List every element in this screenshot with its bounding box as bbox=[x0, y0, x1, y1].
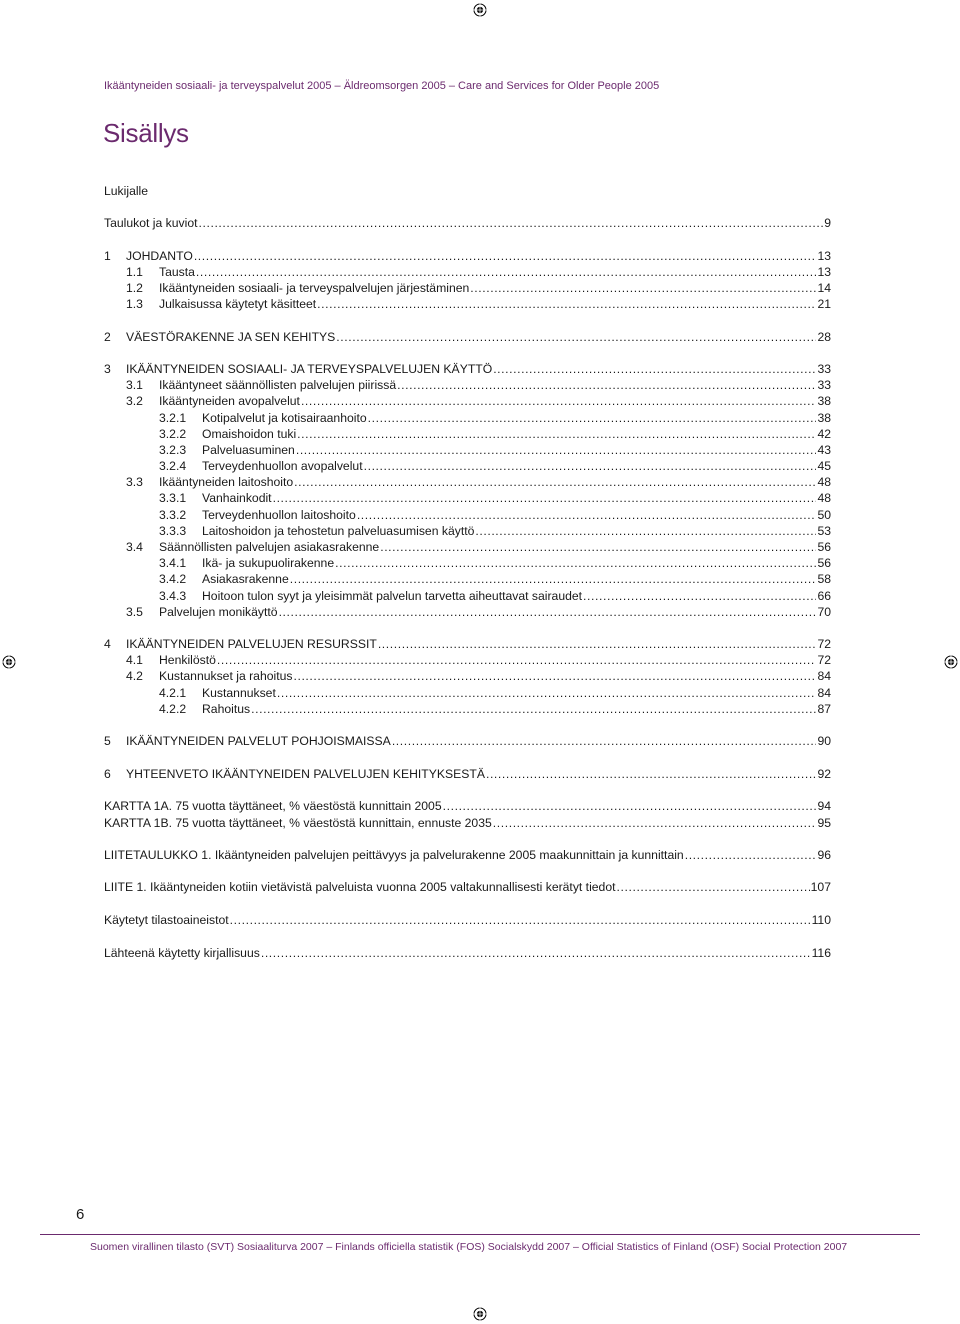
toc-entry-page: 45 bbox=[817, 459, 831, 473]
toc-entry-number: 3.4.1 bbox=[159, 556, 187, 570]
toc-entry-label: Kustannukset ja rahoitus bbox=[159, 669, 293, 683]
toc-leader-dots bbox=[251, 702, 816, 716]
toc-entry-number: 4 bbox=[104, 637, 111, 651]
toc-entry-label: Kustannukset bbox=[202, 686, 276, 700]
toc-entry[interactable] bbox=[104, 880, 831, 896]
toc-entry[interactable] bbox=[104, 556, 831, 572]
toc-entry-page: 13 bbox=[817, 265, 831, 279]
toc-entry[interactable] bbox=[104, 946, 831, 962]
toc-leader-dots bbox=[294, 475, 816, 489]
toc-entry[interactable] bbox=[104, 540, 831, 556]
toc-entry-label: Käytetyt tilastoaineistot bbox=[104, 913, 229, 927]
toc-entry-page: 84 bbox=[817, 669, 831, 683]
toc-entry-label: Taulukot ja kuviot bbox=[104, 216, 198, 230]
toc-entry-page: 21 bbox=[817, 297, 831, 311]
toc-entry[interactable] bbox=[104, 605, 831, 621]
toc-entry-label: Palvelujen monikäyttö bbox=[159, 605, 278, 619]
toc-entry-label: KARTTA 1A. 75 vuotta täyttäneet, % väestöstä kunnittain 2005 bbox=[104, 799, 442, 813]
toc-entry-page: 116 bbox=[811, 946, 831, 960]
toc-entry-page: 14 bbox=[817, 281, 831, 295]
toc-entry[interactable] bbox=[104, 427, 831, 443]
toc-entry-page: 110 bbox=[811, 913, 831, 927]
toc-leader-dots bbox=[475, 524, 816, 538]
toc-entry-number: 1 bbox=[104, 249, 111, 263]
toc-entry-page: 56 bbox=[817, 556, 831, 570]
toc-entry-page: 48 bbox=[817, 475, 831, 489]
toc-entry[interactable] bbox=[104, 816, 831, 832]
toc-entry-label: KARTTA 1B. 75 vuotta täyttäneet, % väestöstä kunnittain, ennuste 2035 bbox=[104, 816, 492, 830]
toc-entry-label: Lähteenä käytetty kirjallisuus bbox=[104, 946, 260, 960]
toc-entry-number: 4.1 bbox=[126, 653, 143, 667]
toc-entry-label: Kotipalvelut ja kotisairaanhoito bbox=[202, 411, 367, 425]
toc-leader-dots bbox=[493, 816, 817, 830]
toc-entry-page: 38 bbox=[817, 411, 831, 425]
toc-leader-dots bbox=[486, 767, 816, 781]
toc-entry-number: 3.2.1 bbox=[159, 411, 187, 425]
toc-entry[interactable] bbox=[104, 702, 831, 718]
toc-entry-number: 1.3 bbox=[126, 297, 143, 311]
footer-rule bbox=[40, 1234, 920, 1235]
toc-entry-page: 87 bbox=[817, 702, 831, 716]
toc-entry[interactable] bbox=[104, 686, 831, 702]
toc-entry-label: IKÄÄNTYNEIDEN SOSIAALI- JA TERVEYSPALVELUJEN KÄYTTÖ bbox=[126, 362, 493, 376]
toc-leader-dots bbox=[199, 216, 824, 230]
toc-entry-label: Palveluasuminen bbox=[202, 443, 295, 457]
toc-entry[interactable] bbox=[104, 913, 831, 929]
toc-leader-dots bbox=[297, 427, 816, 441]
toc-entry-number: 3.1 bbox=[126, 378, 143, 392]
toc-entry-label: YHTEENVETO IKÄÄNTYNEIDEN PALVELUJEN KEHITYKSESTÄ bbox=[126, 767, 485, 781]
registration-mark-icon bbox=[944, 655, 958, 669]
toc-entry-number: 3.3.1 bbox=[159, 491, 187, 505]
toc-entry[interactable] bbox=[104, 475, 831, 491]
toc-entry[interactable] bbox=[104, 669, 831, 685]
toc-entry-label: Henkilöstö bbox=[159, 653, 216, 667]
toc-leader-dots bbox=[357, 508, 817, 522]
toc-entry-page: 33 bbox=[817, 378, 831, 392]
toc-leader-dots bbox=[301, 394, 817, 408]
toc-entry[interactable] bbox=[104, 184, 831, 200]
toc-entry-label: IKÄÄNTYNEIDEN PALVELUT POHJOISMAISSA bbox=[126, 734, 391, 748]
toc-leader-dots bbox=[378, 637, 817, 651]
toc-entry[interactable] bbox=[104, 734, 831, 750]
toc-entry-page: 70 bbox=[817, 605, 831, 619]
toc-entry-label: Säännöllisten palvelujen asiakasrakenne bbox=[159, 540, 380, 554]
toc-leader-dots bbox=[196, 265, 817, 279]
toc-entry-label: IKÄÄNTYNEIDEN PALVELUJEN RESURSSIT bbox=[126, 637, 377, 651]
toc-entry-number: 3.4.2 bbox=[159, 572, 187, 586]
toc-entry-page: 42 bbox=[817, 427, 831, 441]
toc-entry-label: Rahoitus bbox=[202, 702, 251, 716]
toc-entry-page: 96 bbox=[817, 848, 831, 862]
toc-entry-label: JOHDANTO bbox=[126, 249, 193, 263]
toc-entry-page: 33 bbox=[817, 362, 831, 376]
toc-entry[interactable] bbox=[104, 411, 831, 427]
toc-entry-number: 3.3.3 bbox=[159, 524, 187, 538]
toc-leader-dots bbox=[317, 297, 816, 311]
toc-entry-number: 1.1 bbox=[126, 265, 143, 279]
toc-entry-number: 3.2.4 bbox=[159, 459, 187, 473]
page-number: 6 bbox=[76, 1206, 85, 1223]
toc-leader-dots bbox=[273, 491, 817, 505]
toc-leader-dots bbox=[392, 734, 817, 748]
running-header: Ikääntyneiden sosiaali- ja terveyspalvelut 2005 – Äldreomsorgen 2005 – Care and Services for Older People 2005 bbox=[104, 80, 660, 92]
toc-leader-dots bbox=[443, 799, 817, 813]
toc-entry-page: 53 bbox=[817, 524, 831, 538]
toc-entry[interactable] bbox=[104, 394, 831, 410]
toc-entry-label: Vanhainkodit bbox=[202, 491, 272, 505]
toc-leader-dots bbox=[279, 605, 817, 619]
toc-entry-label: Terveydenhuollon laitoshoito bbox=[202, 508, 356, 522]
toc-entry-label: Asiakasrakenne bbox=[202, 572, 289, 586]
toc-entry[interactable] bbox=[104, 265, 831, 281]
toc-leader-dots bbox=[335, 556, 816, 570]
toc-entry-page: 43 bbox=[817, 443, 831, 457]
toc-entry-number: 3.4 bbox=[126, 540, 143, 554]
toc-entry[interactable] bbox=[104, 459, 831, 475]
toc-entry-label: Lukijalle bbox=[104, 184, 149, 198]
toc-entry-label: Laitoshoidon ja tehostetun palveluasumisen käyttö bbox=[202, 524, 475, 538]
toc-entry-number: 3.3 bbox=[126, 475, 143, 489]
toc-entry-label: Julkaisussa käytetyt käsitteet bbox=[159, 297, 317, 311]
toc-entry[interactable] bbox=[104, 281, 831, 297]
toc-entry-page: 48 bbox=[817, 491, 831, 505]
toc-leader-dots bbox=[217, 653, 817, 667]
toc-leader-dots bbox=[290, 572, 817, 586]
toc-entry-page: 90 bbox=[817, 734, 831, 748]
toc-entry-number: 4.2 bbox=[126, 669, 143, 683]
toc-entry[interactable] bbox=[104, 589, 831, 605]
toc-entry-label: Hoitoon tulon syyt ja yleisimmät palvelun tarvetta aiheuttavat sairaudet bbox=[202, 589, 583, 603]
toc-entry-page: 72 bbox=[817, 637, 831, 651]
toc-entry-page: 107 bbox=[810, 880, 831, 894]
toc-entry-page: 92 bbox=[817, 767, 831, 781]
toc-leader-dots bbox=[685, 848, 817, 862]
table-of-contents bbox=[104, 0, 831, 1000]
toc-entry-label: Ikääntyneiden sosiaali- ja terveyspalvelujen järjestäminen bbox=[159, 281, 470, 295]
toc-leader-dots bbox=[583, 589, 816, 603]
toc-entry-page: 13 bbox=[817, 249, 831, 263]
toc-entry-label: Ikä- ja sukupuolirakenne bbox=[202, 556, 335, 570]
toc-entry-page: 9 bbox=[824, 216, 831, 230]
toc-entry-label: LIITETAULUKKO 1. Ikääntyneiden palvelujen peittävyys ja palvelurakenne 2005 maakunnittain ja kunnittain bbox=[104, 848, 684, 862]
toc-entry-number: 1.2 bbox=[126, 281, 143, 295]
toc-entry[interactable] bbox=[104, 637, 831, 653]
toc-leader-dots bbox=[364, 459, 817, 473]
toc-leader-dots bbox=[230, 913, 811, 927]
toc-entry-page: 94 bbox=[817, 799, 831, 813]
toc-entry[interactable] bbox=[104, 491, 831, 507]
toc-entry[interactable] bbox=[104, 572, 831, 588]
toc-entry-label: LIITE 1. Ikääntyneiden kotiin vietävistä palveluista vuonna 2005 valtakunnallisesti kerätyt tiedot bbox=[104, 880, 616, 894]
toc-leader-dots bbox=[617, 880, 810, 894]
toc-entry-label: Ikääntyneiden avopalvelut bbox=[159, 394, 300, 408]
toc-leader-dots bbox=[194, 249, 817, 263]
toc-leader-dots bbox=[261, 946, 811, 960]
toc-entry-page: 58 bbox=[817, 572, 831, 586]
toc-entry[interactable] bbox=[104, 653, 831, 669]
toc-leader-dots bbox=[470, 281, 816, 295]
toc-entry-page: 72 bbox=[817, 653, 831, 667]
toc-entry-page: 66 bbox=[817, 589, 831, 603]
toc-entry-number: 3.2 bbox=[126, 394, 143, 408]
toc-entry-number: 3 bbox=[104, 362, 111, 376]
toc-entry-label: Ikääntyneiden laitoshoito bbox=[159, 475, 294, 489]
toc-entry[interactable] bbox=[104, 524, 831, 540]
toc-entry[interactable] bbox=[104, 362, 831, 378]
toc-leader-dots bbox=[293, 669, 816, 683]
running-footer: Suomen virallinen tilasto (SVT) Sosiaaliturva 2007 – Finlands officiella statistik (FOS) Socialskydd 2007 – Official Statistics of Finland (OSF) Social Protection 2007 bbox=[90, 1241, 848, 1253]
toc-leader-dots bbox=[380, 540, 816, 554]
toc-entry[interactable] bbox=[104, 848, 831, 864]
toc-entry-page: 84 bbox=[817, 686, 831, 700]
toc-entry-page: 95 bbox=[817, 816, 831, 830]
toc-entry-label: Terveydenhuollon avopalvelut bbox=[202, 459, 363, 473]
toc-entry-label: VÄESTÖRAKENNE JA SEN KEHITYS bbox=[126, 330, 336, 344]
toc-entry-number: 6 bbox=[104, 767, 111, 781]
toc-entry-label: Tausta bbox=[159, 265, 195, 279]
toc-leader-dots bbox=[336, 330, 816, 344]
toc-entry[interactable] bbox=[104, 767, 831, 783]
toc-entry[interactable] bbox=[104, 216, 831, 232]
toc-entry[interactable] bbox=[104, 330, 831, 346]
toc-leader-dots bbox=[397, 378, 816, 392]
toc-entry-label: Omaishoidon tuki bbox=[202, 427, 297, 441]
registration-mark-icon bbox=[473, 1307, 487, 1321]
page-title: Sisällys bbox=[103, 118, 189, 148]
toc-entry-number: 3.3.2 bbox=[159, 508, 187, 522]
toc-entry[interactable] bbox=[104, 799, 831, 815]
toc-entry-number: 3.4.3 bbox=[159, 589, 187, 603]
toc-entry[interactable] bbox=[104, 508, 831, 524]
toc-entry-number: 3.5 bbox=[126, 605, 143, 619]
toc-entry-page: 28 bbox=[817, 330, 831, 344]
registration-mark-icon bbox=[2, 655, 16, 669]
toc-entry-label: Ikääntyneet säännöllisten palvelujen piirissä bbox=[159, 378, 397, 392]
toc-entry[interactable] bbox=[104, 297, 831, 313]
toc-leader-dots bbox=[277, 686, 817, 700]
toc-entry-number: 3.2.3 bbox=[159, 443, 187, 457]
toc-entry[interactable] bbox=[104, 443, 831, 459]
toc-entry-number: 4.2.2 bbox=[159, 702, 187, 716]
toc-entry-page: 56 bbox=[817, 540, 831, 554]
toc-entry-number: 4.2.1 bbox=[159, 686, 187, 700]
toc-entry[interactable] bbox=[104, 249, 831, 265]
toc-entry[interactable] bbox=[104, 378, 831, 394]
toc-entry-number: 5 bbox=[104, 734, 111, 748]
toc-entry-number: 3.2.2 bbox=[159, 427, 187, 441]
toc-leader-dots bbox=[368, 411, 817, 425]
toc-entry-page: 50 bbox=[817, 508, 831, 522]
toc-entry-number: 2 bbox=[104, 330, 111, 344]
toc-leader-dots bbox=[493, 362, 816, 376]
toc-entry-page: 38 bbox=[817, 394, 831, 408]
toc-leader-dots bbox=[296, 443, 817, 457]
